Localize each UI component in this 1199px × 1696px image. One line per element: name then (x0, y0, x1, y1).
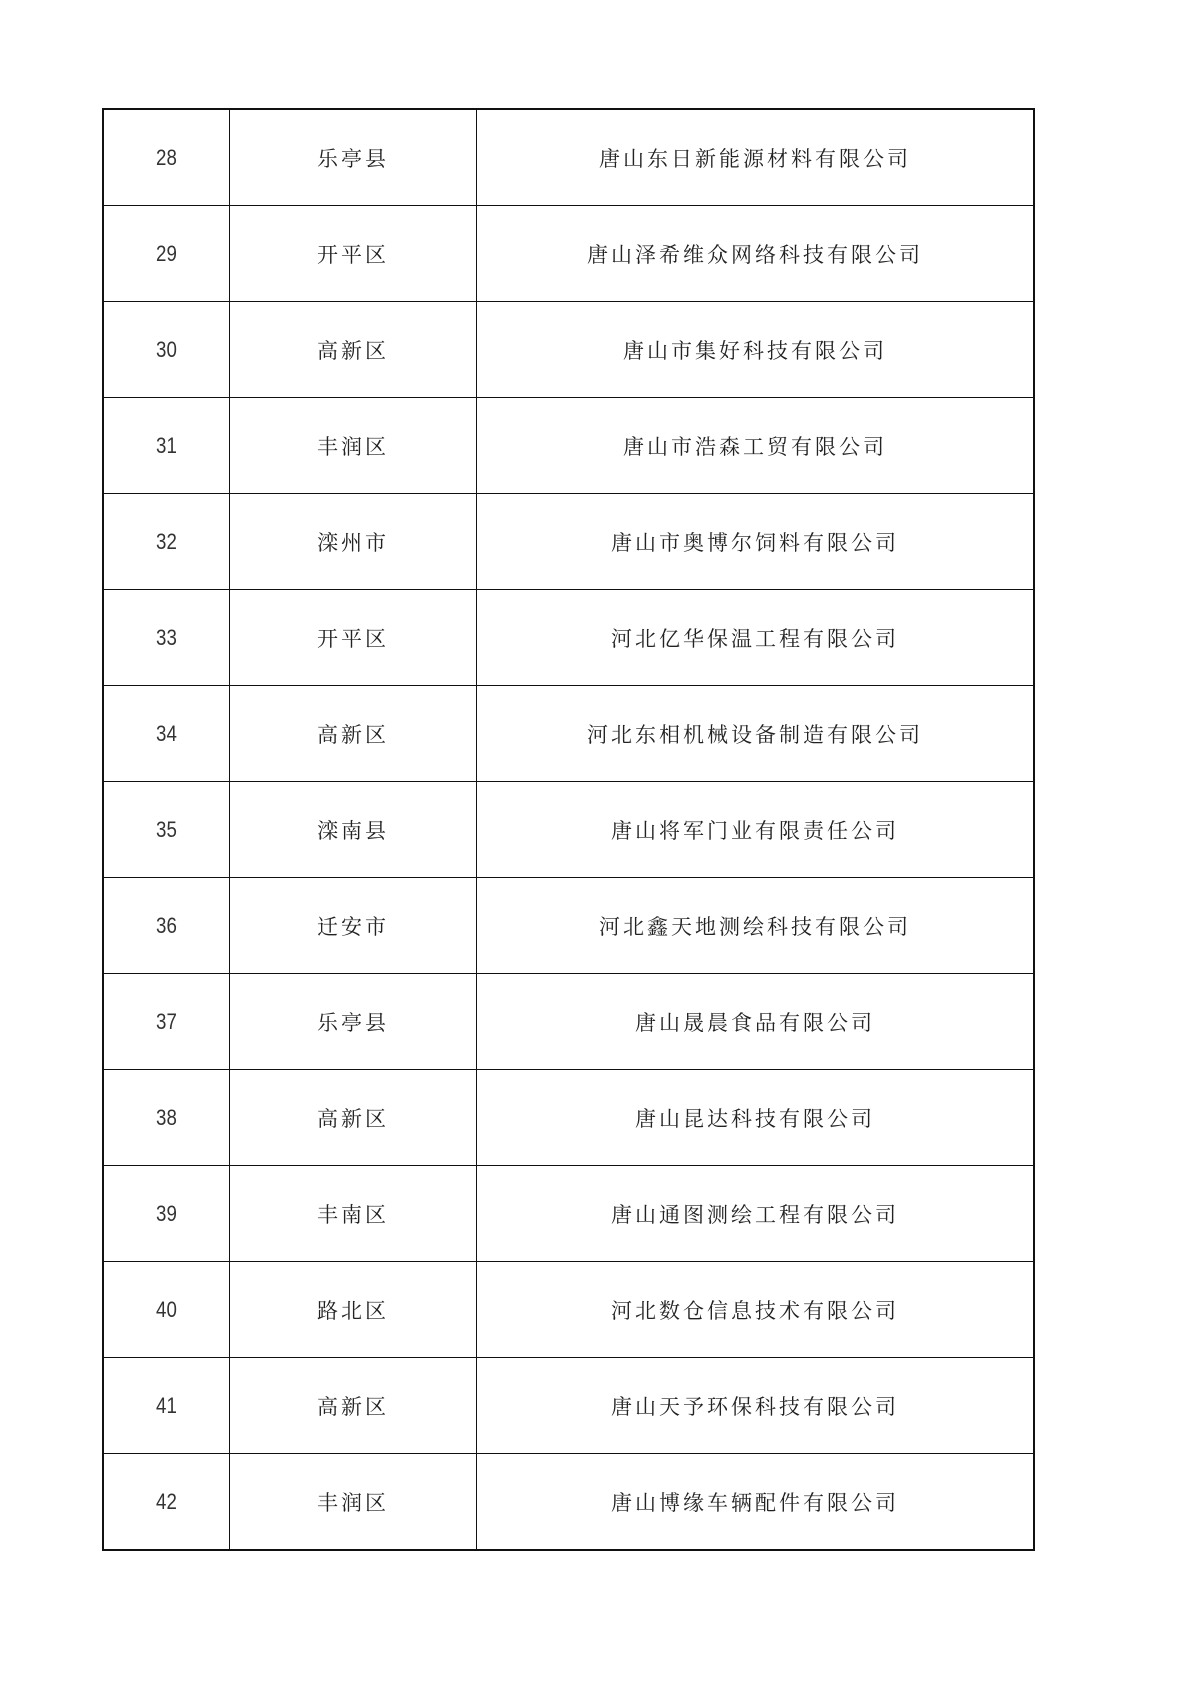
table-row (103, 398, 1034, 494)
row-number: 34 (112, 686, 220, 782)
row-number: 37 (112, 974, 220, 1070)
district: 丰润区 (230, 398, 477, 494)
company-list-table (102, 108, 1035, 1551)
company-name: 唐山市浩森工贸有限公司 (477, 398, 1035, 494)
row-number: 40 (112, 1262, 220, 1358)
table-row (103, 1454, 1034, 1551)
row-number: 39 (112, 1166, 220, 1262)
district: 滦州市 (230, 494, 477, 590)
row-number: 42 (112, 1454, 220, 1551)
table-row (103, 1166, 1034, 1262)
company-name: 河北鑫天地测绘科技有限公司 (477, 878, 1035, 974)
row-number: 36 (112, 878, 220, 974)
table-row (103, 686, 1034, 782)
company-name: 唐山晟晨食品有限公司 (477, 974, 1035, 1070)
company-name: 唐山泽希维众网络科技有限公司 (477, 206, 1035, 302)
row-number: 35 (112, 782, 220, 878)
company-name: 唐山东日新能源材料有限公司 (477, 109, 1035, 206)
district: 高新区 (230, 1070, 477, 1166)
row-number: 38 (112, 1070, 220, 1166)
table-row (103, 206, 1034, 302)
row-number: 30 (112, 302, 220, 398)
table-row (103, 1358, 1034, 1454)
district: 高新区 (230, 1358, 477, 1454)
row-number: 29 (112, 206, 220, 302)
company-name: 河北东相机械设备制造有限公司 (477, 686, 1035, 782)
table-row (103, 974, 1034, 1070)
company-name: 河北亿华保温工程有限公司 (477, 590, 1035, 686)
company-name: 唐山市集好科技有限公司 (477, 302, 1035, 398)
row-number: 32 (112, 494, 220, 590)
district: 高新区 (230, 302, 477, 398)
company-name: 唐山天予环保科技有限公司 (477, 1358, 1035, 1454)
table-row (103, 782, 1034, 878)
table-row (103, 878, 1034, 974)
table-body (103, 109, 1034, 1550)
district: 开平区 (230, 206, 477, 302)
company-name: 唐山博缘车辆配件有限公司 (477, 1454, 1035, 1551)
table-row (103, 109, 1034, 206)
company-name: 河北数仓信息技术有限公司 (477, 1262, 1035, 1358)
table-row (103, 590, 1034, 686)
company-name: 唐山通图测绘工程有限公司 (477, 1166, 1035, 1262)
company-name: 唐山昆达科技有限公司 (477, 1070, 1035, 1166)
row-number: 31 (112, 398, 220, 494)
row-number: 41 (112, 1358, 220, 1454)
district: 乐亭县 (230, 974, 477, 1070)
table-row (103, 302, 1034, 398)
district: 丰南区 (230, 1166, 477, 1262)
district: 路北区 (230, 1262, 477, 1358)
table-row (103, 494, 1034, 590)
company-name: 唐山市奥博尔饲料有限公司 (477, 494, 1035, 590)
district: 高新区 (230, 686, 477, 782)
row-number: 33 (112, 590, 220, 686)
district: 迁安市 (230, 878, 477, 974)
district: 丰润区 (230, 1454, 477, 1551)
district: 乐亭县 (230, 109, 477, 206)
table-row (103, 1262, 1034, 1358)
company-name: 唐山将军门业有限责任公司 (477, 782, 1035, 878)
district: 开平区 (230, 590, 477, 686)
table-row (103, 1070, 1034, 1166)
row-number: 28 (112, 109, 220, 206)
district: 滦南县 (230, 782, 477, 878)
